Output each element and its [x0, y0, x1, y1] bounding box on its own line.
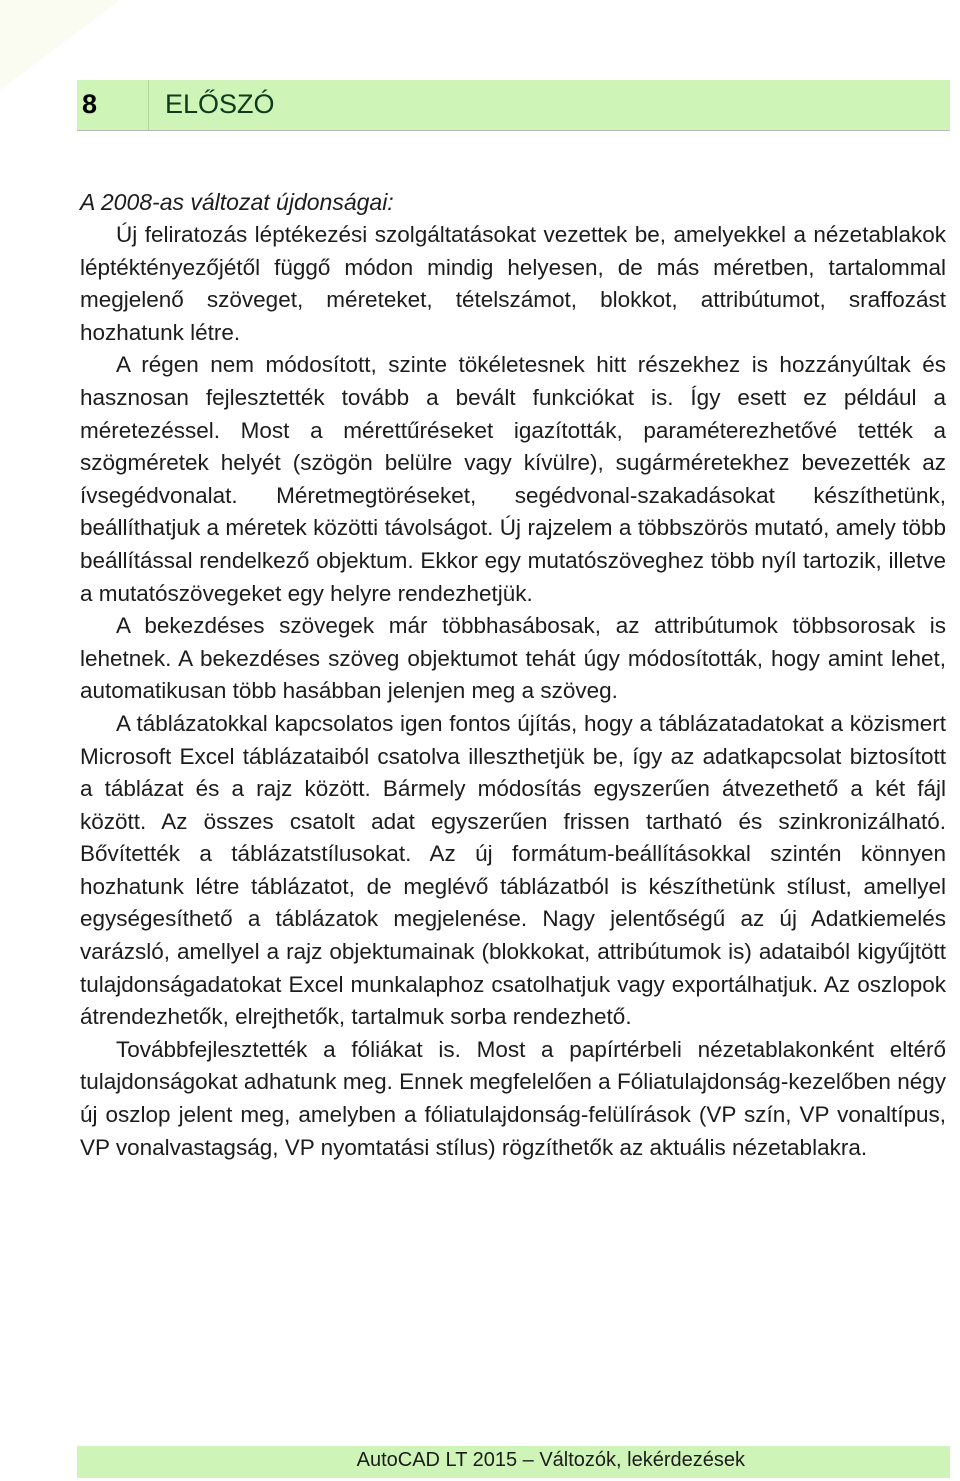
chapter-title: ELŐSZÓ — [165, 89, 275, 119]
paragraph-layers: Továbbfejlesztették a fóliákat is. Most a papírtérbeli nézetablakonként eltérő tulajdonságokat adhatunk meg. Ennek megfelelően a Fóliatulajdonság-kezelőben négy új oszlop jelent meg, amelyben a fóliatulajdonság-felülírások (VP szín, VP vonaltípus, VP vonalvastagság, VP nyomtatási stílus) rögzíthetők az aktuális nézetablakra. — [80, 1036, 946, 1160]
footer-text: AutoCAD LT 2015 – Változók, lekérdezések — [356, 1449, 745, 1471]
paragraph-mtext: A bekezdéses szövegek már többhasábosak, az attribútumok többsorosak is lehetnek. A bekezdéses szöveg objektumot tehát úgy módosították, hogy amint lehet, automatikusan több hasábban jelenjen meg a szöveg. — [80, 613, 946, 704]
section-heading: A 2008-as változat újdonságai: — [80, 189, 394, 215]
paragraph-tables: A táblázatokkal kapcsolatos igen fontos újítás, hogy a táblázatadatokat a közismert Microsoft Excel táblázataiból csatolva illeszthetjük be, így az adatkapcsolat biztosított a táblázat és a rajz között. Bármely módosítás egyszerűen átvezethető a két fájl között. Az összes csatolt adat egyszerűen frissen tartható és szinkronizálható. Bővítették a táblázatstílusokat. Az új formátum-beállításokkal szintén könnyen hozhatunk létre táblázatot, de meglévő táblázatból is készíthetünk stílust, amellyel egységesíthető a táblázatok megjelenése. Nagy jelentőségű az új Adatkiemelés varázsló, amellyel a rajz objektumainak (blokkokat, attribútumok is) adataiból kigyűjtött tulajdonságadatokat Excel munkalaphoz csatolhatjuk vagy exportálhatjuk. Az oszlopok átrendezhetők, elrejthetők, tartalmuk sorba rendezhető. — [80, 710, 946, 1030]
paragraph-annotation-scaling: Új feliratozás léptékezési szolgáltatásokat vezettek be, amelyekkel a nézetablakok léptéktényezőjétől függő módon mindig helyesen, de más méretben, tartalommal megjelenő szöveget, méreteket, tételszámot, blokkot, attribútumot, sraffozást hozhatunk létre. — [80, 222, 946, 345]
page-header — [77, 80, 950, 131]
page-body — [80, 186, 946, 1164]
header-divider — [148, 80, 149, 130]
corner-decoration — [0, 0, 150, 90]
paragraph-dimensioning: A régen nem módosított, szinte tökéletesnek hitt részekhez is hozzányúltak és hasznosan fejlesztették tovább a bevált funkciókat is. Így esett ez például a méretezéssel. Most a mérettűréseket igazították, paraméterezhetővé tették a szögméretek helyét (szögön belülre vagy kívülre), sugárméretekhez bevezették az ívsegédvonalat. Méretmegtöréseket, segédvonal-szakadásokat készíthetünk, beállíthatjuk a méretek közötti távolságot. Új rajzelem a többszörös mutató, amely több beállítással rendelkező objektum. Ekkor egy mutatószöveghez több nyíl tartozik, illetve a mutatószövegeket egy helyre rendezhetjük. — [80, 352, 946, 606]
page-footer — [77, 1446, 950, 1478]
page-number: 8 — [82, 89, 98, 119]
